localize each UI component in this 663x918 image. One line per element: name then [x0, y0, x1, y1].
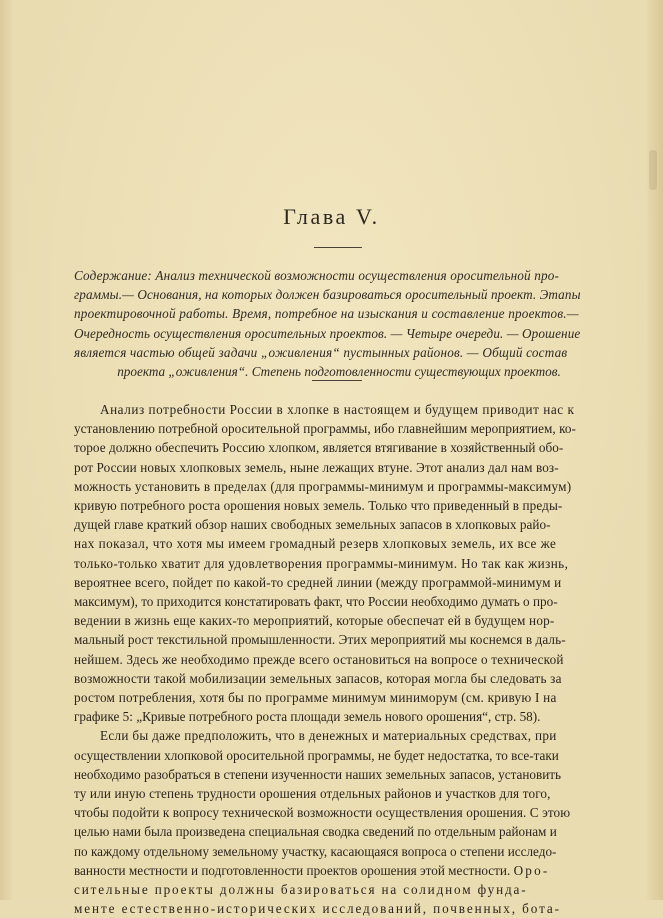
body-line: нах показал, что хотя мы имеем громадный резерв хлопковых земель, их все же: [74, 536, 557, 552]
body-line: можность установить в пределах (для программы-минимум и программы-максимум): [74, 478, 572, 494]
body-line: ведении в жизнь еще каких-то мероприятий, которые обеспечат ей в будущем нор-: [74, 613, 555, 629]
title-divider: [314, 247, 362, 248]
body-line: [74, 861, 606, 880]
body-line: только-только хватит для удовлетворения программы-минимум. Но так как жизнь,: [74, 555, 569, 571]
body-line: по каждому отдельному земельному участку, касающаяся вопроса о степени исследо-: [74, 843, 557, 859]
contents-divider: [312, 380, 362, 381]
body-line: необходимо разобраться в степени изученности наших земельных запасов, установить: [74, 766, 562, 782]
body-line: осуществлении хлопковой оросительной программы, не будет недостатка, то все-таки: [74, 747, 559, 763]
contents-line: является частью общей задачи „оживления“ пустынных районов. — Общий состав: [74, 344, 568, 360]
chapter-contents-summary: [74, 266, 604, 381]
body-line: дущей главе краткий обзор наших свободных земельных запасов в хлопковых райо-: [74, 517, 551, 533]
body-line-spaced: сительные проекты должны базироваться на солидном фунда-: [74, 882, 528, 898]
contents-line: проекта „оживления“. Степень подготовленности существующих проектов.: [117, 364, 561, 380]
body-text: [74, 400, 606, 918]
body-line: максимум), то приходится констатировать факт, что России необходимо думать о про-: [74, 594, 558, 610]
contents-line: Содержание: Анализ технической возможности осуществления оросительной про-: [74, 268, 559, 283]
contents-line: проектировочной работы. Время, потребное на изыскания и составление проектов.—: [74, 306, 579, 322]
body-line-text: ванности местности и подготовленности проектов орошения этой местности.: [74, 862, 511, 878]
contents-line: граммы.— Основания, на которых должен базироваться оросительный проект. Этапы: [74, 287, 581, 303]
body-line: нейшем. Здесь же необходимо прежде всего остановиться на вопросе о технической: [74, 651, 564, 667]
chapter-title: Глава V.: [283, 204, 380, 229]
body-line: ростом потребления, хотя бы по программе минимум миниморум (см. кривую I на: [74, 690, 557, 706]
body-line: Если бы даже предположить, что в денежных и материальных средствах, при: [100, 728, 557, 744]
body-line: возможности такой мобилизации земельных запасов, которая могла бы следовать за: [74, 670, 562, 686]
body-line-spaced: менте естественно-исторических исследований, почвенных, бота-: [74, 901, 561, 917]
body-line: графике 5: „Кривые потребного роста площади земель нового орошения“, стр. 58).: [74, 709, 541, 725]
body-line: установлению потребной оросительной программы, ибо главнейшим мероприятием, ко-: [74, 421, 576, 437]
contents-line: Очередность осуществления оросительных проектов. — Четыре очереди. — Орошение: [74, 325, 581, 341]
body-line: кривую потребного роста орошения новых земель. Только что приведенный в преды-: [74, 498, 563, 514]
body-line: целью нами была произведена специальная сводка сведений по отдельным районам и: [74, 824, 557, 840]
body-line: мальный рост текстильной промышленности. Этих мероприятий мы коснемся в даль-: [74, 632, 566, 648]
spaced-emphasis: Оро-: [513, 862, 550, 878]
page-edge-wear: [649, 150, 657, 190]
body-line: рот России новых хлопковых земель, ныне лежащих втуне. Этот анализ дал нам воз-: [74, 459, 559, 475]
body-line: Анализ потребности России в хлопке в настоящем и будущем приводит нас к: [100, 402, 575, 417]
body-line: торое должно обеспечить Россию хлопком, является втягивание в хозяйственный обо-: [74, 440, 564, 456]
body-line: ту или иную степень трудности орошения отдельных районов и участков для того,: [74, 786, 551, 802]
body-line: чтобы подойти к вопросу технической возможности осуществления орошения. С этою: [74, 805, 571, 821]
body-line: вероятнее всего, пойдет по какой-то средней линии (между программой-минимум и: [74, 574, 562, 590]
